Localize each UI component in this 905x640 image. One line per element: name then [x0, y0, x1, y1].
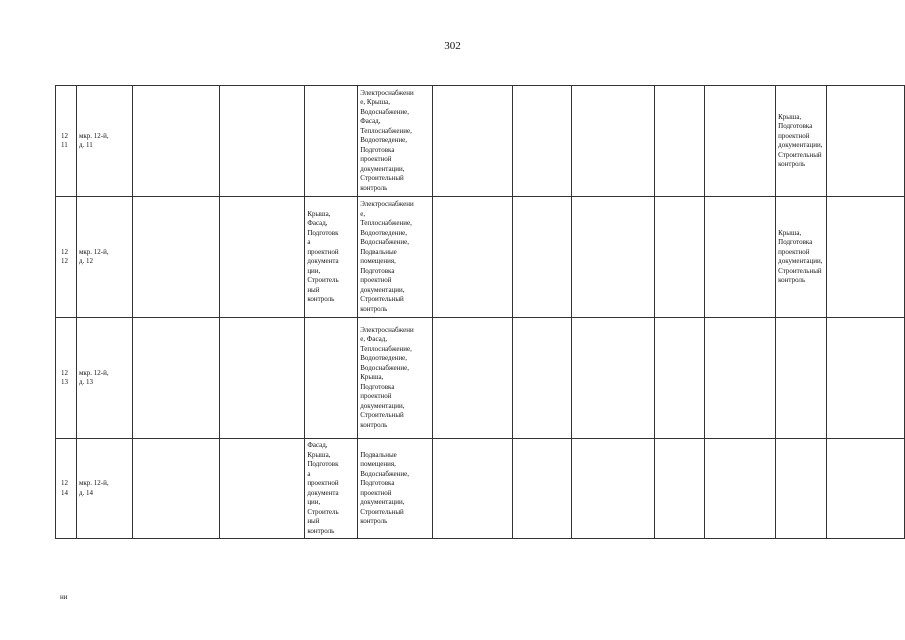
work-types-cell: Электроснабжени е, Крыша, Водоснабжение, Фасад, Теплоснабжение, Водоотведение, Подготовка проектной документации, Строительный контроль: [358, 86, 433, 197]
empty-cell: [219, 197, 305, 318]
table-row: [56, 318, 905, 439]
row-address: мкр. 12-й, д. 11: [76, 86, 132, 197]
empty-cell: [827, 439, 905, 539]
table-row: [56, 439, 905, 539]
work-types-cell: [776, 439, 827, 539]
empty-cell: [433, 197, 513, 318]
empty-cell: [219, 318, 305, 439]
empty-cell: [571, 318, 654, 439]
empty-cell: [132, 439, 219, 539]
row-number: 12 13: [56, 318, 77, 439]
work-types-cell: Фасад, Крыша, Подготовк а проектной документа ции, Строитель ный контроль: [305, 439, 358, 539]
page-number: 302: [444, 40, 461, 52]
empty-cell: [132, 197, 219, 318]
empty-cell: [433, 439, 513, 539]
row-address: мкр. 12-й, д. 12: [76, 197, 132, 318]
row-number: 12 12: [56, 197, 77, 318]
row-address: мкр. 12-й, д. 14: [76, 439, 132, 539]
empty-cell: [571, 439, 654, 539]
empty-cell: [512, 439, 571, 539]
empty-cell: [512, 86, 571, 197]
empty-cell: [654, 318, 705, 439]
row-number: 12 14: [56, 439, 77, 539]
work-types-cell: Крыша, Фасад, Подготовк а проектной документа ции, Строитель ный контроль: [305, 197, 358, 318]
empty-cell: [827, 86, 905, 197]
empty-cell: [705, 86, 776, 197]
empty-cell: [433, 86, 513, 197]
work-types-cell: Электроснабжени е, Теплоснабжение, Водоотведение, Водоснабжение, Подвальные помещения, Подготовка проектной документации, Строительный контроль: [358, 197, 433, 318]
work-types-cell: Крыша, Подготовка проектной документации, Строительный контроль: [776, 197, 827, 318]
empty-cell: [132, 318, 219, 439]
footer-mark: ни: [60, 593, 68, 601]
empty-cell: [571, 197, 654, 318]
empty-cell: [219, 439, 305, 539]
empty-cell: [705, 318, 776, 439]
table-row: [56, 197, 905, 318]
work-types-cell: [305, 86, 358, 197]
empty-cell: [654, 197, 705, 318]
empty-cell: [132, 86, 219, 197]
work-types-cell: Электроснабжени е, Фасад, Теплоснабжение, Водоотведение, Водоснабжение, Крыша, Подготовка проектной документации, Строительный контроль: [358, 318, 433, 439]
empty-cell: [512, 318, 571, 439]
empty-cell: [433, 318, 513, 439]
row-number: 12 11: [56, 86, 77, 197]
empty-cell: [219, 86, 305, 197]
table-row: [56, 86, 905, 197]
empty-cell: [827, 197, 905, 318]
row-address: мкр. 12-й, д. 13: [76, 318, 132, 439]
empty-cell: [571, 86, 654, 197]
empty-cell: [705, 197, 776, 318]
work-types-cell: Крыша, Подготовка проектной документации, Строительный контроль: [776, 86, 827, 197]
work-types-cell: Подвальные помещения, Водоснабжение, Подготовка проектной документации, Строительный контроль: [358, 439, 433, 539]
program-table: [55, 85, 905, 539]
work-types-cell: [305, 318, 358, 439]
empty-cell: [654, 86, 705, 197]
empty-cell: [705, 439, 776, 539]
work-types-cell: [776, 318, 827, 439]
empty-cell: [827, 318, 905, 439]
empty-cell: [654, 439, 705, 539]
empty-cell: [512, 197, 571, 318]
